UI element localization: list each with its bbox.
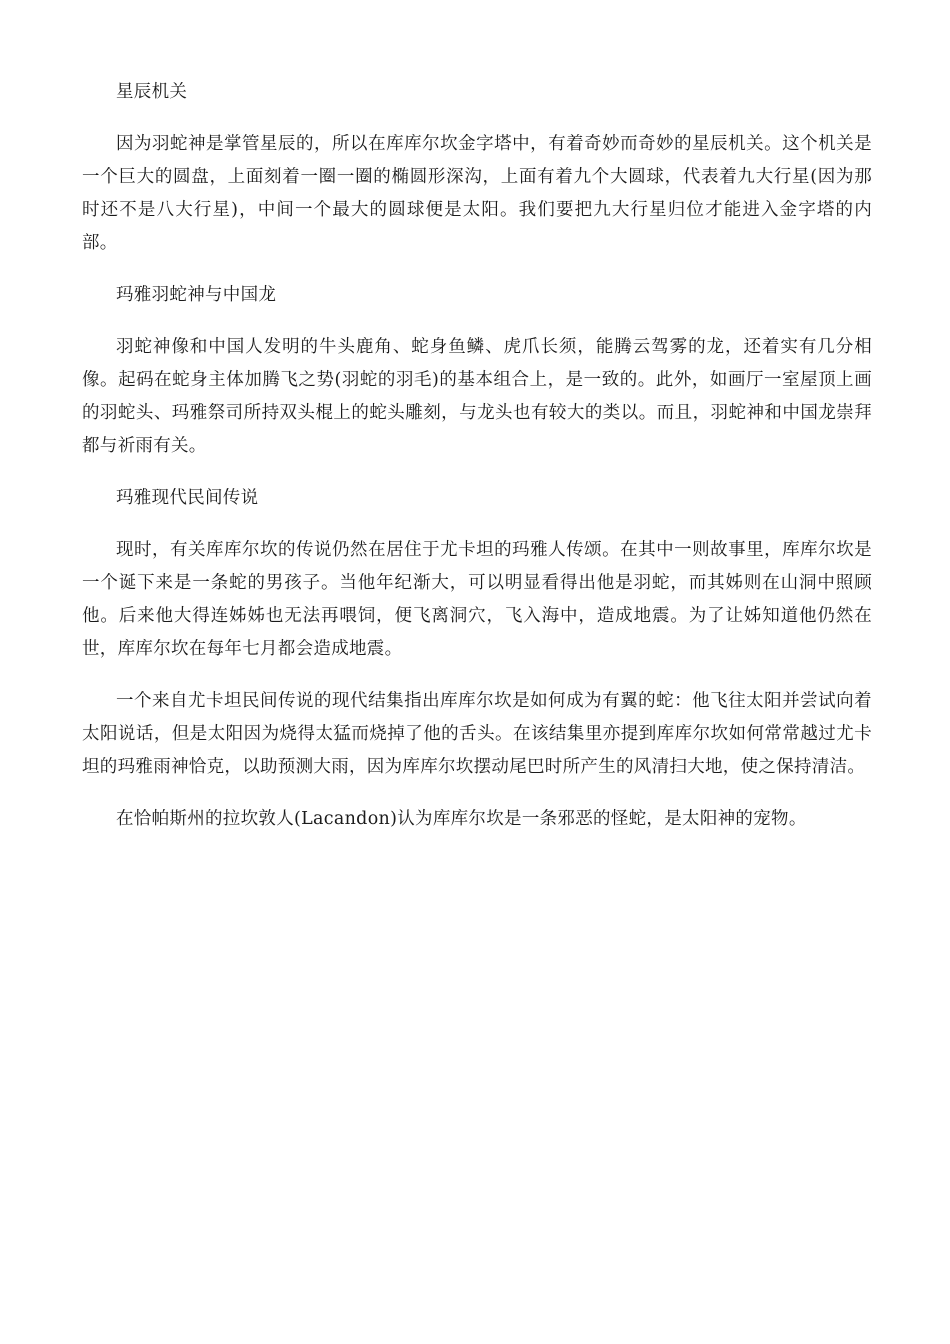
section-heading-serpent-and-dragon: 玛雅羽蛇神与中国龙	[116, 285, 277, 305]
paragraph-serpent-and-dragon: 羽蛇神像和中国人发明的牛头鹿角、蛇身鱼鳞、虎爪长须，能腾云驾雾的龙，还着实有几分相像。起码在蛇身主体加腾飞之势(羽蛇的羽毛)的基本组合上，是一致的。此外，如画厅一室屋顶上画的羽蛇头、玛雅祭司所持双头棍上的蛇头雕刻，与龙头也有较大的类以。而且，羽蛇神和中国龙崇拜都与祈雨有关。	[82, 337, 872, 456]
paragraph-folklore-earthquake: 现时，有关库库尔坎的传说仍然在居住于尤卡坦的玛雅人传颂。在其中一则故事里，库库尔坎是一个诞下来是一条蛇的男孩子。当他年纪渐大，可以明显看得出他是羽蛇，而其姊则在山洞中照顾他。后来他大得连姊姊也无法再喂饲，便飞离洞穴，飞入海中，造成地震。为了让姊知道他仍然在世，库库尔坎在每年七月都会造成地震。	[82, 540, 872, 659]
document-body	[82, 76, 872, 855]
paragraph-folklore-lacandon: 在恰帕斯州的拉坎敦人(Lacandon)认为库库尔坎是一条邪恶的怪蛇，是太阳神的宠物。	[116, 809, 807, 829]
paragraph-star-mechanism: 因为羽蛇神是掌管星辰的，所以在库库尔坎金字塔中，有着奇妙而奇妙的星辰机关。这个机关是一个巨大的圆盘，上面刻着一圈一圈的椭圆形深沟，上面有着九个大圆球，代表着九大行星(因为那时还不是八大行星)，中间一个最大的圆球便是太阳。我们要把九大行星归位才能进入金字塔的内部。	[82, 134, 872, 253]
paragraph-folklore-winged-serpent: 一个来自尤卡坦民间传说的现代结集指出库库尔坎是如何成为有翼的蛇：他飞往太阳并尝试向着太阳说话，但是太阳因为烧得太猛而烧掉了他的舌头。在该结集里亦提到库库尔坎如何常常越过尤卡坦的玛雅雨神恰克，以助预测大雨，因为库库尔坎摆动尾巴时所产生的风清扫大地，使之保持清洁。	[82, 691, 872, 777]
section-heading-star-mechanism: 星辰机关	[116, 82, 188, 102]
section-heading-modern-folklore: 玛雅现代民间传说	[116, 488, 259, 508]
